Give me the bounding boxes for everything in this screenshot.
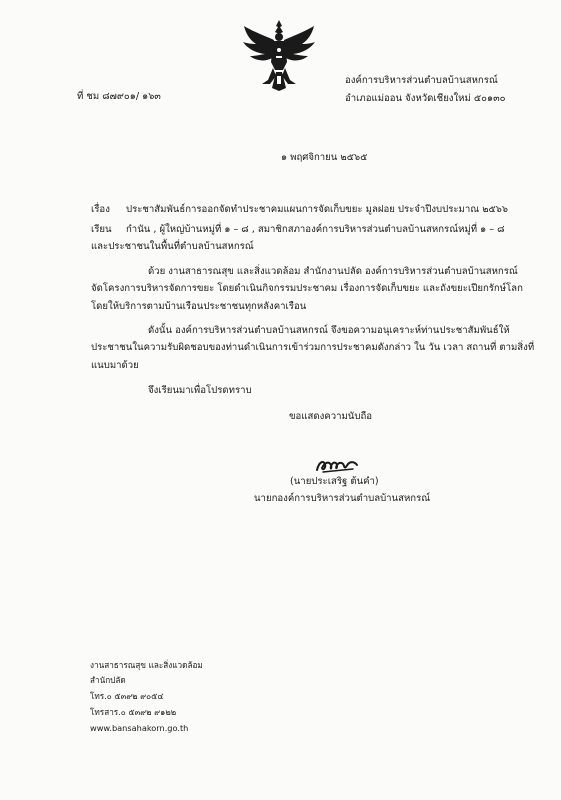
reference-number: ที่ ชม ๘๗๙๐๑/ ๑๖๓ [77, 91, 161, 102]
body-paragraph-1-line-2: จัดโครงการบริหารจัดการขยะ โดยดำเนินกิจกรรมประชาคม เรื่องการจัดเก็บขยะ และถังขยะเปียกรักษ์โลก [91, 283, 523, 294]
body-paragraph-2-line-1: ดังนั้น องค์การบริหารส่วนตำบลบ้านสหกรณ์ จึงขอความอนุเคราะห์ท่านประชาสัมพันธ์ให้ [148, 325, 510, 336]
footer-website: www.bansahakorn.go.th [90, 723, 189, 733]
subject-label: เรื่อง [91, 204, 110, 215]
recipient-line-2: และประชาชนในพื้นที่ตำบลบ้านสหกรณ์ [91, 241, 254, 252]
closing-phrase: ขอแสดงความนับถือ [289, 411, 373, 422]
garuda-emblem-icon [240, 18, 318, 92]
handwritten-signature [313, 456, 361, 476]
recipient-label: เรียน [91, 224, 112, 235]
body-paragraph-2-line-2: ประชาชนในความรับผิดชอบของท่านดำเนินการเข้าร่วมการประชาคมดังกล่าว ใน วัน เวลา สถานที่ ตามสิ่งที่ [91, 342, 535, 353]
body-paragraph-1-line-1: ด้วย งานสาธารณสุข และสิ่งแวดล้อม สำนักงานปลัด องค์การบริหารส่วนตำบลบ้านสหกรณ์ [148, 266, 518, 277]
signer-title: นายกองค์การบริหารส่วนตำบลบ้านสหกรณ์ [254, 493, 431, 504]
organization-name: องค์การบริหารส่วนตำบลบ้านสหกรณ์ [345, 75, 498, 86]
closing-request: จึงเรียนมาเพื่อโปรดทราบ [148, 385, 252, 396]
body-paragraph-1-line-3: โดยให้บริการตามบ้านเรือนประชาชนทุกหลังคาเรือน [91, 301, 307, 312]
recipient-line-1: กำนัน , ผู้ใหญ่บ้านหมู่ที่ ๑ – ๘ , สมาชิกสภาองค์การบริหารส่วนตำบลบ้านสหกรณ์หมู่ที่ ๑ – ๘ [126, 224, 505, 235]
body-paragraph-2-line-3: แนบมาด้วย [91, 360, 139, 371]
footer-office: สำนักปลัด [90, 675, 126, 685]
footer-department: งานสาธารณสุข และสิ่งแวดล้อม [90, 660, 203, 670]
footer-fax: โทรสาร.๐ ๕๓๙๒ ๙๑๒๒ [90, 707, 177, 717]
signer-name: (นายประเสริฐ ต้นคำ) [290, 476, 379, 487]
letter-date: ๑ พฤศจิกายน ๒๕๖๕ [281, 152, 368, 163]
organization-address: อำเภอแม่ออน จังหวัดเชียงใหม่ ๕๐๑๓๐ [345, 93, 506, 104]
subject-text: ประชาสัมพันธ์การออกจัดทำประชาคมแผนการจัดเก็บขยะ มูลฝอย ประจำปีงบประมาณ ๒๕๖๖ [126, 204, 508, 215]
footer-phone: โทร.๐ ๕๓๙๒ ๙๐๕๔ [90, 691, 164, 701]
